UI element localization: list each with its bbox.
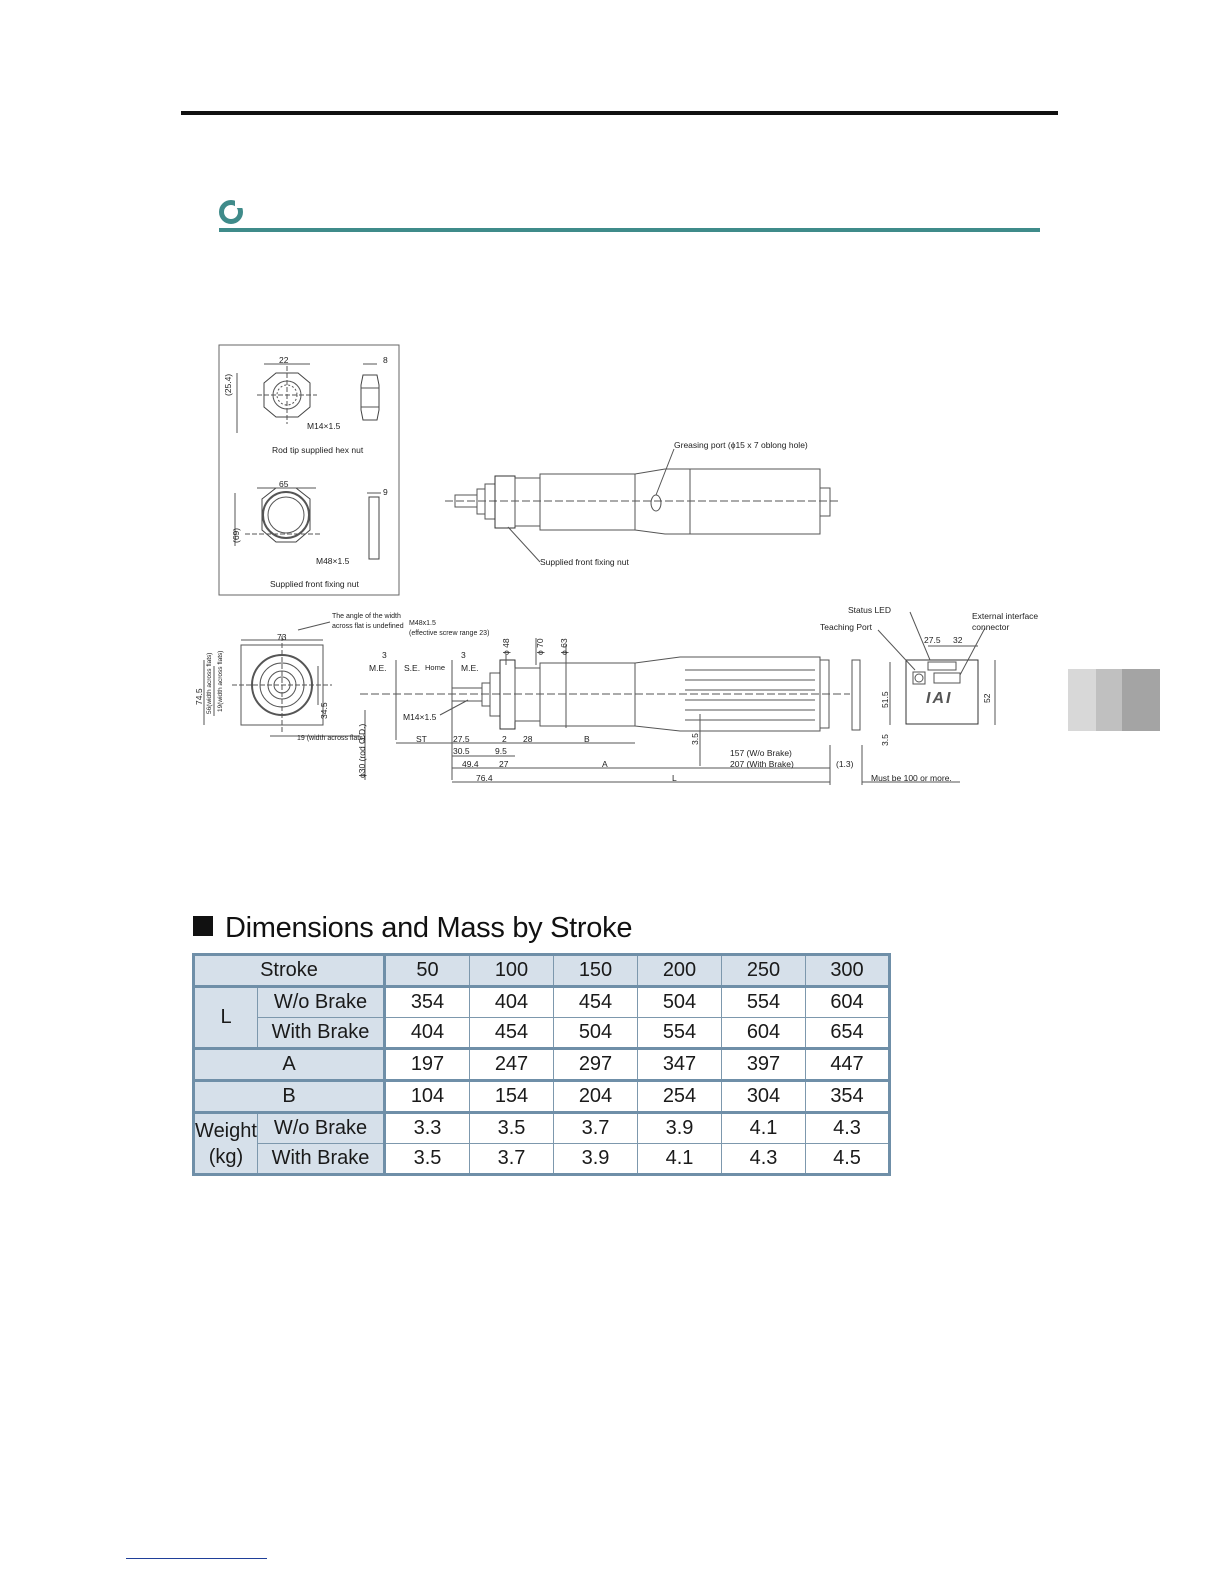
stroke-end-3-left: 3	[382, 650, 387, 660]
greasing-port-label: Greasing port (ϕ15 x 7 oblong hole)	[674, 440, 808, 450]
home-label: Home	[425, 663, 446, 672]
front-nut-across: (69)	[231, 527, 241, 543]
dim-30-5: 30.5	[453, 746, 470, 756]
front-view-flats-56: 56(width across flats)	[206, 652, 213, 714]
rear-dim-32: 32	[953, 635, 963, 645]
hex-nut-caption: Rod tip supplied hex nut	[272, 445, 364, 455]
angle-note-2: across flat is undefined	[332, 623, 404, 630]
rear-dim-27-5: 27.5	[924, 635, 941, 645]
dim-l: L	[672, 773, 677, 783]
dim-a: A	[602, 759, 608, 769]
m48-label-2: (effective screw range 23)	[409, 630, 490, 637]
dim-27-5: 27.5	[453, 734, 470, 744]
rod-thread-label: M14×1.5	[403, 712, 437, 722]
header-stroke: Stroke	[194, 955, 385, 987]
front-nut-width: 65	[279, 479, 289, 489]
section-header	[219, 198, 1040, 234]
front-view-height: 74.5	[194, 688, 204, 705]
table-row-a: A 197 247 297 347 397 447	[194, 1049, 890, 1081]
header-l: L	[194, 987, 258, 1049]
stroke-end-3-right: 3	[461, 650, 466, 660]
section-circle-icon	[219, 200, 243, 224]
with-brake-length: 207 (With Brake)	[730, 759, 794, 769]
ext-interface-label-2: connector	[972, 622, 1010, 632]
top-rule	[181, 111, 1058, 115]
hex-nut-thickness: 8	[383, 355, 388, 365]
front-nut-caption: Supplied front fixing nut	[270, 579, 359, 589]
m48-label-1: M48x1.5	[409, 620, 436, 627]
front-view-width: 73	[277, 632, 287, 642]
iai-logo: IAI	[926, 690, 953, 707]
section-rule	[219, 228, 1040, 232]
ext-interface-label-1: External interface	[972, 611, 1039, 621]
dim-1-3: (1.3)	[836, 759, 854, 769]
front-view-flats-19-h: 19 (width across flats)	[297, 735, 366, 742]
se-label: S.E.	[404, 663, 421, 673]
dim-3-5: 3.5	[690, 733, 700, 745]
rear-dim-52: 52	[982, 693, 992, 703]
wo-brake-length: 157 (W/o Brake)	[730, 748, 792, 758]
chapter-tab-marker	[1068, 669, 1160, 731]
rear-dim-3-5: 3.5	[880, 734, 890, 746]
dia-63: ϕ 63	[559, 638, 569, 655]
table-row-weight-with-brake: With Brake 3.5 3.7 3.9 4.1 4.3 4.5	[194, 1144, 890, 1175]
rear-dim-51-5: 51.5	[880, 691, 890, 708]
front-view-34-5: 34.5	[319, 702, 329, 719]
dim-b: B	[584, 734, 590, 744]
table-row-weight-wo-brake: Weight (kg) W/o Brake 3.3 3.5 3.7 3.9 4.1 4.3	[194, 1113, 890, 1144]
me-right-label: M.E.	[461, 663, 479, 673]
table-row-l-with-brake: With Brake 404 454 504 554 604 654	[194, 1018, 890, 1049]
header-a: A	[194, 1049, 385, 1081]
dim-49-4: 49.4	[462, 759, 479, 769]
dim-76-4: 76.4	[476, 773, 493, 783]
table-row-stroke: Stroke 50 100 150 200 250 300	[194, 955, 890, 987]
dia-70: ϕ 70	[535, 638, 545, 655]
teaching-port-label: Teaching Port	[820, 622, 872, 632]
dim-2: 2	[502, 734, 507, 744]
table-row-l-wo-brake: L W/o Brake 354 404 454 504 554 604	[194, 987, 890, 1018]
front-view-flats-19-v: 19(width across flats)	[217, 650, 224, 712]
hex-nut-thread: M14×1.5	[307, 421, 341, 431]
header-b: B	[194, 1081, 385, 1113]
hex-nut-width: 22	[279, 355, 289, 365]
title-square-icon	[193, 916, 213, 936]
footnote-rule	[126, 1558, 267, 1559]
clearance-note: Must be 100 or more.	[871, 773, 952, 783]
dim-27: 27	[499, 759, 509, 769]
front-nut-thickness: 9	[383, 487, 388, 497]
dia-48: ϕ 48	[501, 638, 511, 655]
dimensions-mass-table	[192, 953, 891, 1176]
table-row-b: B 104 154 204 254 304 354	[194, 1081, 890, 1113]
status-led-label: Status LED	[848, 605, 891, 615]
front-nut-thread: M48×1.5	[316, 556, 350, 566]
st-label: ST	[416, 734, 427, 744]
header-weight: Weight (kg)	[194, 1113, 258, 1175]
dim-9-5: 9.5	[495, 746, 507, 756]
table-title: Dimensions and Mass by Stroke	[193, 912, 632, 945]
angle-note-1: The angle of the width	[332, 613, 401, 620]
me-left-label: M.E.	[369, 663, 387, 673]
hex-nut-across: (25.4)	[223, 373, 233, 396]
rod-od-label: ϕ30 (rod O.D.)	[357, 723, 367, 778]
front-fixing-nut-label: Supplied front fixing nut	[540, 557, 629, 567]
dim-28: 28	[523, 734, 533, 744]
